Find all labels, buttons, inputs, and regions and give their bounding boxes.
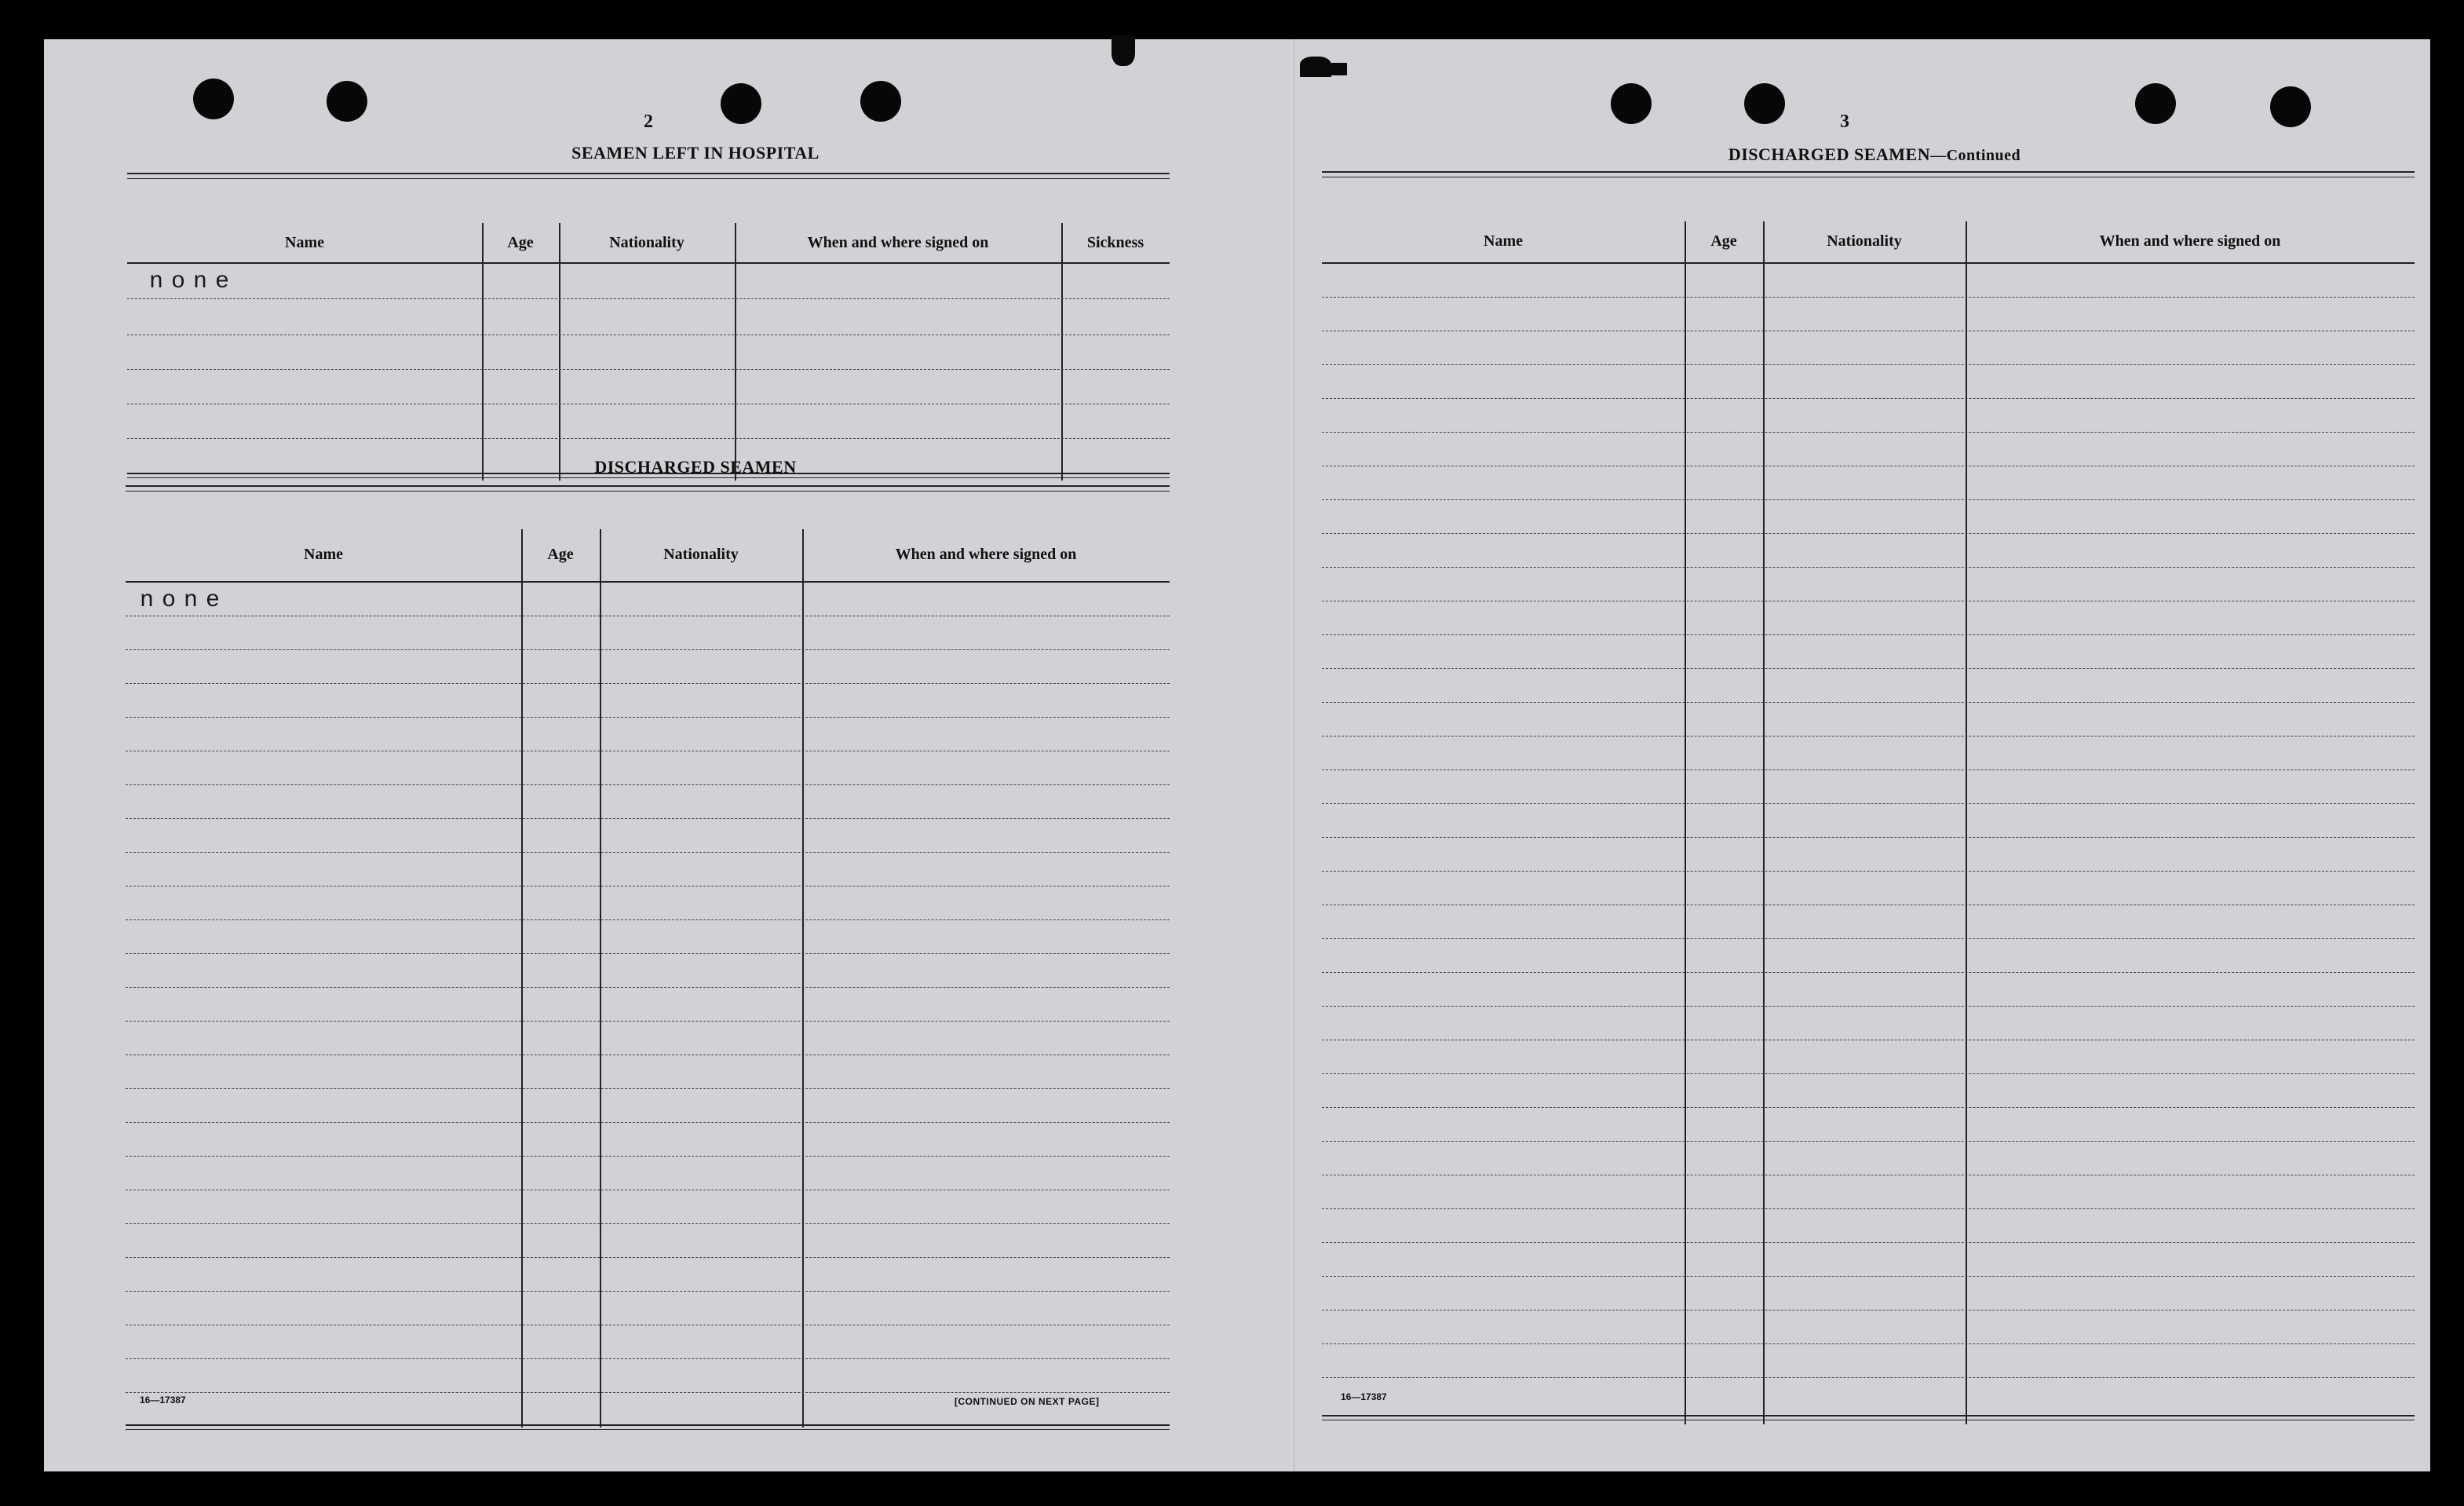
table-row	[1322, 1377, 2415, 1378]
table-row	[1322, 1073, 2415, 1074]
table-row	[126, 649, 1170, 650]
table-row	[127, 369, 1170, 370]
document-sheet	[44, 39, 2430, 1471]
torn-edge-mark	[1112, 35, 1135, 66]
table-top-rule	[1322, 171, 2415, 177]
punch-hole	[1744, 83, 1785, 124]
table-row	[126, 784, 1170, 785]
column-separator	[802, 529, 804, 1427]
table-row	[126, 1257, 1170, 1258]
column-header: Age	[507, 233, 534, 251]
center-fold	[1294, 39, 1295, 1471]
discharged-name-entry: none	[140, 587, 228, 614]
form-number-left: 16—17387	[140, 1395, 186, 1405]
table-row	[1322, 398, 2415, 399]
punch-hole	[2135, 83, 2176, 124]
hospital-name-entry: none	[149, 269, 238, 295]
table-row	[1322, 938, 2415, 939]
table-row	[126, 919, 1170, 920]
table-row	[1322, 297, 2415, 298]
table-bottom-rule	[1322, 1415, 2415, 1420]
table-header-rule	[126, 581, 1170, 583]
column-header: When and where signed on	[807, 233, 989, 251]
table-row	[126, 1021, 1170, 1022]
column-header: When and where signed on	[2099, 232, 2281, 250]
table-row	[1322, 668, 2415, 669]
table-row	[1322, 702, 2415, 703]
column-separator	[600, 529, 601, 1427]
table-header-rule	[1322, 262, 2415, 264]
table-row	[127, 438, 1170, 439]
form-number-right: 16—17387	[1341, 1391, 1387, 1402]
column-separator	[521, 529, 523, 1427]
table-row	[126, 1156, 1170, 1157]
table-row	[1322, 1006, 2415, 1007]
table-row	[1322, 803, 2415, 804]
column-header: Age	[1710, 232, 1737, 250]
table-row	[126, 683, 1170, 684]
section-title-discharged: DISCHARGED SEAMEN	[594, 457, 797, 477]
punch-hole	[860, 81, 901, 122]
table-top-rule	[127, 173, 1170, 179]
table-row	[1322, 972, 2415, 973]
column-header: Age	[547, 545, 574, 563]
table-row	[126, 1223, 1170, 1224]
punch-hole	[721, 83, 761, 124]
column-header: Sickness	[1086, 233, 1144, 251]
column-header: Nationality	[609, 233, 684, 251]
table-row	[126, 717, 1170, 718]
table-row	[1322, 769, 2415, 770]
table-row	[1322, 634, 2415, 635]
table-row	[1322, 432, 2415, 433]
table-row	[1322, 1242, 2415, 1243]
table-row	[1322, 1276, 2415, 1277]
table-row	[1322, 567, 2415, 568]
table-row	[126, 1358, 1170, 1359]
table-row	[126, 818, 1170, 819]
table-bottom-rule	[126, 1424, 1170, 1430]
column-separator	[1763, 221, 1765, 1424]
column-header: Name	[1484, 232, 1523, 250]
table-row	[1322, 736, 2415, 737]
table-row	[1322, 1107, 2415, 1108]
discharged-table-right	[1322, 171, 2415, 1424]
table-row	[1322, 1141, 2415, 1142]
table-row	[1322, 499, 2415, 500]
table-row	[1322, 1343, 2415, 1344]
table-row	[1322, 364, 2415, 365]
table-header-rule	[127, 262, 1170, 264]
table-row	[126, 987, 1170, 988]
torn-edge-mark	[1300, 57, 1331, 77]
column-separator	[1685, 221, 1686, 1424]
torn-edge-mark	[1331, 63, 1347, 75]
table-row	[126, 1392, 1170, 1393]
page-number-left: 2	[644, 111, 653, 132]
column-separator	[1061, 223, 1063, 481]
table-row	[126, 1122, 1170, 1123]
column-header: Name	[304, 545, 343, 563]
table-row	[1322, 871, 2415, 872]
table-row	[126, 852, 1170, 853]
punch-hole	[193, 79, 234, 119]
column-separator	[735, 223, 736, 481]
continued-note: [CONTINUED ON NEXT PAGE]	[955, 1396, 1100, 1407]
table-top-rule	[126, 485, 1170, 492]
table-row	[1322, 1208, 2415, 1209]
column-header: Name	[285, 233, 324, 251]
section-title-main: DISCHARGED SEAMEN	[1728, 144, 1931, 164]
discharged-table-left	[126, 485, 1170, 1427]
column-separator	[1966, 221, 1967, 1424]
page-number-right: 3	[1840, 111, 1849, 132]
table-row	[127, 298, 1170, 299]
column-separator	[482, 223, 484, 481]
table-row	[126, 1291, 1170, 1292]
table-row	[1322, 837, 2415, 838]
section-title-hospital: SEAMEN LEFT IN HOSPITAL	[571, 143, 820, 163]
table-row	[126, 1088, 1170, 1089]
hospital-table	[127, 173, 1170, 481]
table-row	[126, 953, 1170, 954]
column-separator	[559, 223, 560, 481]
section-title-discharged-continued	[1592, 144, 2157, 165]
table-row	[127, 334, 1170, 335]
section-title-continued: —Continued	[1930, 147, 2021, 164]
punch-hole	[1611, 83, 1652, 124]
column-header: Nationality	[1827, 232, 1902, 250]
table-row	[1322, 533, 2415, 534]
column-header: Nationality	[663, 545, 739, 563]
punch-hole	[327, 81, 367, 122]
punch-hole	[2270, 86, 2311, 127]
column-header: When and where signed on	[895, 545, 1077, 563]
